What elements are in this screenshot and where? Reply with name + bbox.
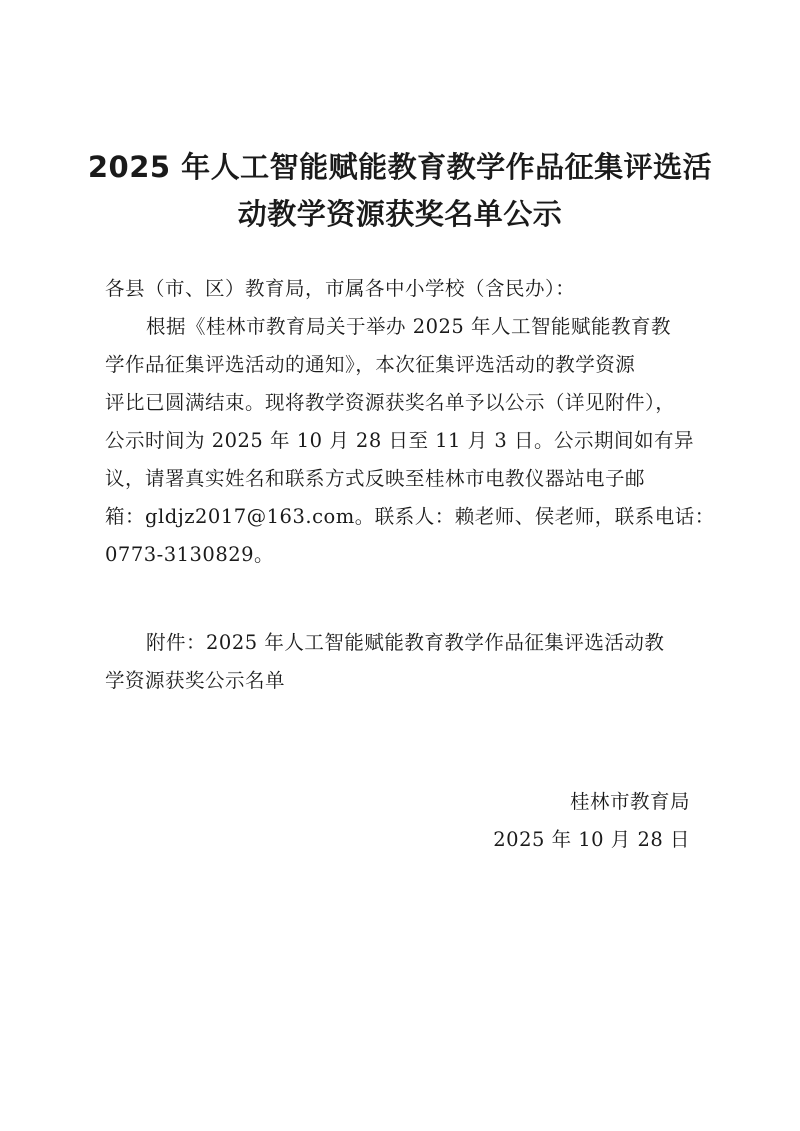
paragraph-line: 根据《桂林市教育局关于举办 2025 年人工智能赋能教育教 <box>146 315 672 338</box>
issuer-name: 桂林市教育局 <box>569 790 690 813</box>
paragraph-line: 0773-3130829。 <box>105 543 275 566</box>
attachment-note <box>105 624 664 700</box>
salutation: 各县（市、区）教育局，市属各中小学校（含民办）： <box>105 277 576 300</box>
paragraph-line: 公示时间为 2025 年 10 月 28 日至 11 月 3 日。公示期间如有异 <box>105 429 694 452</box>
issue-date: 2025 年 10 月 28 日 <box>493 828 690 851</box>
paragraph-line: 学作品征集评选活动的通知》，本次征集评选活动的教学资源 <box>105 353 636 376</box>
paragraph-line: 箱：gldjz2017@163.com。联系人：赖老师、侯老师，联系电话： <box>105 505 715 528</box>
attachment-line: 附件：2025 年人工智能赋能教育教学作品征集评选活动教 <box>146 631 665 654</box>
document-title-line-1: 2025 年人工智能赋能教育教学作品征集评选活 <box>87 150 713 184</box>
document-title-line-2: 动教学资源获奖名单公示 <box>237 197 563 231</box>
main-paragraph <box>105 308 715 574</box>
signature-block <box>493 783 690 859</box>
paragraph-line: 议，请署真实姓名和联系方式反映至桂林市电教仪器站电子邮 <box>105 467 646 490</box>
paragraph-line: 评比已圆满结束。现将教学资源获奖名单予以公示（详见附件）， <box>105 391 676 414</box>
attachment-line: 学资源获奖公示名单 <box>105 669 286 692</box>
